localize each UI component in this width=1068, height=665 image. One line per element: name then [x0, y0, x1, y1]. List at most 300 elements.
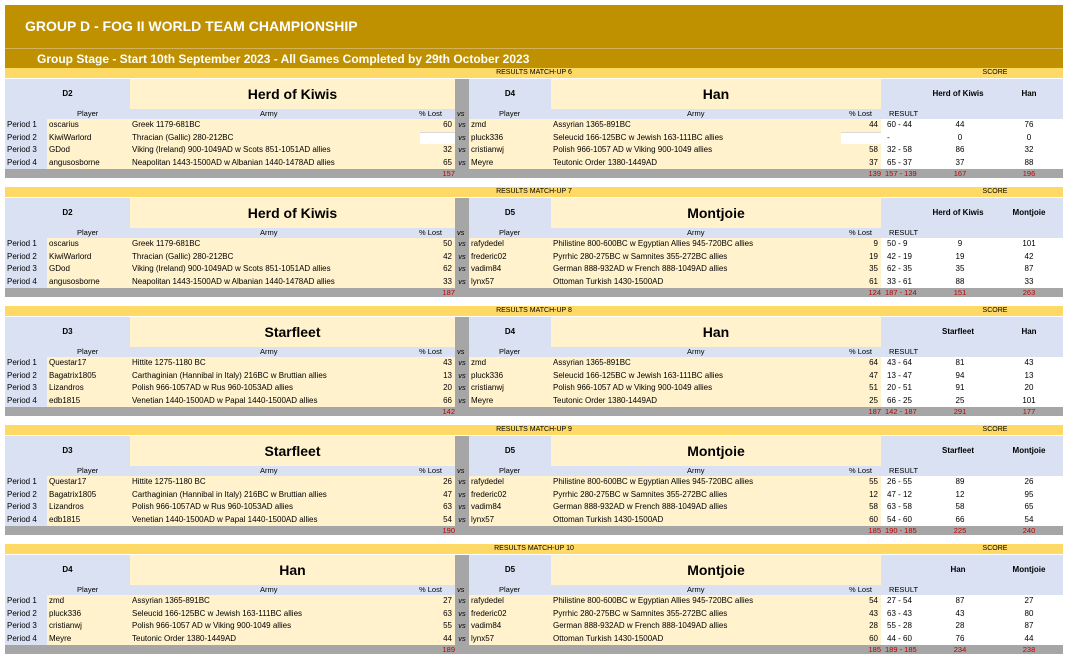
left-total: 190: [442, 526, 455, 535]
total-score-left: 291: [953, 407, 967, 416]
army-header: Army: [260, 109, 278, 118]
left-lost: 13: [420, 370, 455, 384]
table-row: [5, 357, 1063, 370]
right-lost: 60: [841, 514, 881, 528]
right-army: Seleucid 166-125BC w Jewish 163-111BC allies: [551, 370, 841, 384]
result-header: [881, 228, 1063, 238]
totals-row: [5, 407, 1063, 416]
right-division: D5: [469, 198, 551, 228]
score-right: 43: [995, 357, 1063, 371]
left-lost: 43: [420, 357, 455, 371]
score-right: 42: [995, 251, 1063, 265]
player-header: Player: [499, 109, 521, 118]
left-army: Carthaginian (Hannibal in Italy) 216BC w Bruttian allies: [130, 370, 420, 384]
matchup-block: [5, 544, 1063, 662]
right-lost: [841, 132, 881, 133]
left-player: angusosborne: [47, 157, 130, 171]
table-row: [5, 370, 1063, 383]
right-lost: 28: [841, 620, 881, 634]
left-lost: 66: [420, 395, 455, 409]
right-player: vadim84: [469, 501, 551, 515]
left-lost: 44: [420, 633, 455, 647]
lost-header: % Lost: [849, 109, 872, 118]
right-total: 185: [868, 526, 881, 535]
player-header: Player: [77, 109, 99, 118]
score-label: SCORE: [982, 69, 1008, 76]
table-row: [5, 595, 1063, 608]
matchup-title: RESULTS MATCH-UP 6: [496, 69, 572, 76]
period-result: 62 - 35: [881, 263, 925, 277]
left-lost: 65: [420, 157, 455, 171]
left-player: KiwiWarlord: [47, 132, 130, 146]
score-label: SCORE: [982, 545, 1008, 552]
matchup-title: RESULTS MATCH-UP 10: [494, 545, 574, 552]
left-player: Lizandros: [47, 501, 130, 515]
table-row: [5, 119, 1063, 132]
page-title: GROUP D - FOG II WORLD TEAM CHAMPIONSHIP: [5, 5, 1063, 48]
score-left: 9: [925, 238, 995, 252]
left-team-name: Herd of Kiwis: [130, 79, 455, 109]
left-lost: 47: [420, 489, 455, 503]
period-result: 42 - 19: [881, 251, 925, 265]
left-division: D2: [5, 198, 130, 228]
left-army: Polish 966-1057 AD w Viking 900-1049 allies: [130, 620, 420, 634]
score-right: 88: [995, 157, 1063, 171]
period-result: 33 - 61: [881, 276, 925, 290]
right-army: German 888-932AD w French 888-1049AD allies: [551, 620, 841, 634]
total-result: 142 - 187: [885, 407, 917, 416]
score-left: 0: [925, 132, 995, 146]
left-army: Thracian (Gallic) 280-212BC: [130, 251, 420, 265]
left-lost: 26: [420, 476, 455, 490]
right-division: D4: [469, 79, 551, 109]
period-result: 65 - 37: [881, 157, 925, 171]
vs-label: vs: [458, 621, 466, 630]
period-result: 47 - 12: [881, 489, 925, 503]
vs-label: vs: [458, 358, 466, 367]
army-header: Army: [687, 466, 705, 475]
total-score-left: 234: [953, 645, 967, 654]
right-army: Philistine 800-600BC w Egyptian Allies 945-720BC allies: [551, 476, 841, 490]
left-column-headers: [5, 347, 455, 357]
total-score-right: 196: [1022, 169, 1036, 178]
result-header: [881, 109, 1063, 119]
left-player: Questar17: [47, 476, 130, 490]
totals-row: [5, 169, 1063, 178]
lost-header: % Lost: [849, 466, 872, 475]
period-result: 66 - 25: [881, 395, 925, 409]
left-lost: 20: [420, 382, 455, 396]
total-result: 190 - 185: [885, 526, 917, 535]
result-label: RESULT: [889, 347, 919, 356]
left-army: Carthaginian (Hannibal in Italy) 216BC w Bruttian allies: [130, 489, 420, 503]
player-header: Player: [499, 228, 521, 237]
left-army: Neapolitan 1443-1500AD w Albanian 1440-1478AD allies: [130, 157, 420, 171]
left-player: GDod: [47, 263, 130, 277]
period-label: Period 4: [5, 276, 47, 289]
left-player: cristianwj: [47, 620, 130, 634]
right-army: Ottoman Turkish 1430-1500AD: [551, 276, 841, 290]
table-row: [5, 608, 1063, 621]
table-row: [5, 514, 1063, 527]
score-right: 27: [995, 595, 1063, 609]
right-player: Meyre: [469, 395, 551, 409]
vs-label: vs: [458, 489, 466, 499]
right-lost: 19: [841, 251, 881, 265]
score-left: 94: [925, 370, 995, 384]
table-row: [5, 144, 1063, 157]
vs-header: [455, 228, 469, 238]
right-division: D5: [469, 436, 551, 466]
period-result: 20 - 51: [881, 382, 925, 396]
right-player: rafydedel: [469, 238, 551, 252]
score-header: [881, 79, 1063, 109]
left-lost: 33: [420, 276, 455, 290]
totals-row: [5, 645, 1063, 654]
period-label: Period 4: [5, 514, 47, 527]
vs-label: vs: [458, 239, 466, 248]
right-player: rafydedel: [469, 476, 551, 490]
score-right: 26: [995, 476, 1063, 490]
right-player: lynx57: [469, 633, 551, 647]
period-result: 50 - 9: [881, 238, 925, 252]
left-lost: 32: [420, 144, 455, 158]
right-player: zmd: [469, 119, 551, 133]
result-label: RESULT: [889, 466, 919, 475]
left-column-headers: [5, 466, 455, 476]
score-left: 86: [925, 144, 995, 158]
left-division: D3: [5, 317, 130, 347]
right-team-name: Han: [551, 317, 881, 347]
score-right-team: Montjoie: [1012, 208, 1046, 217]
left-player: edb1815: [47, 514, 130, 528]
left-army: Greek 1179-681BC: [130, 238, 420, 252]
left-army: Teutonic Order 1380-1449AD: [130, 633, 420, 647]
left-army: Viking (Ireland) 900-1049AD w Scots 851-1051AD allies: [130, 263, 420, 277]
left-army: Seleucid 166-125BC w Jewish 163-111BC allies: [130, 608, 420, 622]
table-row: [5, 263, 1063, 276]
score-header: [881, 198, 1063, 228]
lost-header: % Lost: [419, 466, 442, 475]
right-player: zmd: [469, 357, 551, 371]
right-player: rafydedel: [469, 595, 551, 609]
player-header: Player: [77, 347, 99, 356]
totals-row: [5, 526, 1063, 535]
right-lost: 37: [841, 157, 881, 171]
score-left: 12: [925, 489, 995, 503]
vs-label: vs: [457, 228, 465, 237]
left-lost: 63: [420, 608, 455, 622]
lost-header: % Lost: [849, 228, 872, 237]
left-player: KiwiWarlord: [47, 251, 130, 265]
right-total: 187: [868, 407, 881, 416]
score-left-team: Han: [950, 565, 966, 574]
right-army: Polish 966-1057 AD w Viking 900-1049 allies: [551, 144, 841, 158]
player-header: Player: [77, 228, 99, 237]
right-army: Pyrrhic 280-275BC w Samnites 355-272BC allies: [551, 489, 841, 503]
vs-label: vs: [457, 109, 465, 118]
left-lost: [420, 132, 455, 133]
score-left-team: Herd of Kiwis: [932, 89, 984, 98]
period-result: 54 - 60: [881, 514, 925, 528]
left-player: Lizandros: [47, 382, 130, 396]
right-player: frederic02: [469, 489, 551, 503]
right-total: 185: [868, 645, 881, 654]
right-team-name: Montjoie: [551, 436, 881, 466]
vs-label: vs: [458, 395, 466, 405]
period-label: Period 4: [5, 633, 47, 646]
vs-label: vs: [458, 132, 466, 142]
left-player: pluck336: [47, 608, 130, 622]
vs-label: vs: [458, 276, 466, 286]
table-row: [5, 238, 1063, 251]
left-army: Venetian 1440-1500AD w Papal 1440-1500AD allies: [130, 514, 420, 528]
right-division: D5: [469, 555, 551, 585]
period-label: Period 3: [5, 620, 47, 633]
right-player: lynx57: [469, 276, 551, 290]
left-army: Hittite 1275-1180 BC: [130, 476, 420, 490]
left-lost: 62: [420, 263, 455, 277]
period-label: Period 1: [5, 357, 47, 370]
vs-header: [455, 109, 469, 119]
lost-header: % Lost: [849, 347, 872, 356]
right-column-headers: [469, 228, 881, 238]
right-lost: 61: [841, 276, 881, 290]
left-player: zmd: [47, 595, 130, 609]
table-row: [5, 395, 1063, 408]
period-label: Period 1: [5, 238, 47, 251]
score-left: 88: [925, 276, 995, 290]
right-army: German 888-932AD w French 888-1049AD allies: [551, 501, 841, 515]
matchup-header: [5, 68, 1063, 78]
right-lost: 9: [841, 238, 881, 252]
left-army: Viking (Ireland) 900-1049AD w Scots 851-1051AD allies: [130, 144, 420, 158]
score-right-team: Montjoie: [1012, 565, 1046, 574]
score-right: 87: [995, 263, 1063, 277]
right-column-headers: [469, 466, 881, 476]
period-label: Period 3: [5, 144, 47, 157]
score-left: 87: [925, 595, 995, 609]
page-subtitle: Group Stage - Start 10th September 2023 - All Games Completed by 29th October 2023: [5, 48, 1063, 68]
right-team-name: Montjoie: [551, 198, 881, 228]
score-right: 54: [995, 514, 1063, 528]
period-label: Period 1: [5, 595, 47, 608]
left-total: 187: [442, 288, 455, 297]
score-right: 80: [995, 608, 1063, 622]
vs-header: [455, 466, 469, 476]
vs-label: vs: [457, 347, 465, 356]
period-label: Period 2: [5, 489, 47, 502]
score-right: 0: [995, 132, 1063, 146]
right-column-headers: [469, 347, 881, 357]
result-header: [881, 585, 1063, 595]
score-right: 13: [995, 370, 1063, 384]
left-army: Neapolitan 1443-1500AD w Albanian 1440-1478AD allies: [130, 276, 420, 290]
matchup-title: RESULTS MATCH-UP 7: [496, 188, 572, 195]
table-row: [5, 476, 1063, 489]
vs-label: vs: [458, 157, 466, 167]
period-label: Period 2: [5, 251, 47, 264]
right-team-name: Han: [551, 79, 881, 109]
player-header: Player: [77, 466, 99, 475]
total-score-right: 177: [1022, 407, 1036, 416]
right-lost: 60: [841, 633, 881, 647]
matchup-header: [5, 306, 1063, 316]
score-label: SCORE: [982, 426, 1008, 433]
right-lost: 55: [841, 476, 881, 490]
score-left: 44: [925, 119, 995, 133]
score-right: 33: [995, 276, 1063, 290]
score-left: 58: [925, 501, 995, 515]
score-label: SCORE: [982, 188, 1008, 195]
matchup-header: [5, 425, 1063, 435]
left-player: oscarius: [47, 119, 130, 133]
vs-label: vs: [457, 585, 465, 594]
right-army: Ottoman Turkish 1430-1500AD: [551, 514, 841, 528]
score-right: 101: [995, 238, 1063, 252]
matchup-header: [5, 187, 1063, 197]
matchup-header: [5, 544, 1063, 554]
score-left: 76: [925, 633, 995, 647]
left-column-headers: [5, 585, 455, 595]
right-lost: 51: [841, 382, 881, 396]
right-player: Meyre: [469, 157, 551, 171]
army-header: Army: [687, 228, 705, 237]
right-lost: 12: [841, 489, 881, 503]
period-label: Period 2: [5, 132, 47, 145]
period-label: Period 4: [5, 395, 47, 408]
score-header: [881, 555, 1063, 585]
left-lost: 42: [420, 251, 455, 265]
score-left: 89: [925, 476, 995, 490]
period-result: -: [881, 132, 925, 146]
table-row: [5, 132, 1063, 145]
army-header: Army: [687, 585, 705, 594]
score-right: 101: [995, 395, 1063, 409]
right-army: Assyrian 1365-891BC: [551, 357, 841, 371]
score-left: 37: [925, 157, 995, 171]
total-score-right: 238: [1022, 645, 1036, 654]
table-row: [5, 620, 1063, 633]
right-player: pluck336: [469, 132, 551, 146]
army-header: Army: [260, 585, 278, 594]
vs-label: vs: [458, 514, 466, 524]
period-result: 43 - 64: [881, 357, 925, 371]
matchup-title: RESULTS MATCH-UP 8: [496, 307, 572, 314]
matchup-block: [5, 425, 1063, 543]
score-left: 28: [925, 620, 995, 634]
left-player: Bagatrix1805: [47, 370, 130, 384]
score-right: 44: [995, 633, 1063, 647]
total-result: 157 - 139: [885, 169, 917, 178]
right-army: Ottoman Turkish 1430-1500AD: [551, 633, 841, 647]
left-lost: 54: [420, 514, 455, 528]
lost-header: % Lost: [419, 347, 442, 356]
total-score-right: 263: [1022, 288, 1036, 297]
score-right: 76: [995, 119, 1063, 133]
lost-header: % Lost: [419, 585, 442, 594]
vs-label: vs: [458, 633, 466, 643]
army-header: Army: [260, 466, 278, 475]
right-lost: 35: [841, 263, 881, 277]
period-result: 44 - 60: [881, 633, 925, 647]
left-lost: 63: [420, 501, 455, 515]
total-score-right: 240: [1022, 526, 1036, 535]
right-army: Teutonic Order 1380-1449AD: [551, 157, 841, 171]
left-player: Questar17: [47, 357, 130, 371]
vs-label: vs: [458, 145, 466, 154]
score-left: 43: [925, 608, 995, 622]
score-right-team: Montjoie: [1012, 446, 1046, 455]
right-division: D4: [469, 317, 551, 347]
matchup-block: [5, 68, 1063, 186]
left-player: angusosborne: [47, 276, 130, 290]
vs-label: vs: [457, 466, 465, 475]
left-team-name: Starfleet: [130, 436, 455, 466]
left-player: Meyre: [47, 633, 130, 647]
right-player: vadim84: [469, 263, 551, 277]
right-army: Polish 966-1057 AD w Viking 900-1049 allies: [551, 382, 841, 396]
left-army: Hittite 1275-1180 BC: [130, 357, 420, 371]
right-lost: 25: [841, 395, 881, 409]
left-total: 157: [442, 169, 455, 178]
result-label: RESULT: [889, 228, 919, 237]
vs-label: vs: [458, 477, 466, 486]
left-lost: 55: [420, 620, 455, 634]
score-left: 25: [925, 395, 995, 409]
total-result: 187 - 124: [885, 288, 917, 297]
score-left-team: Herd of Kiwis: [932, 208, 984, 217]
vs-label: vs: [458, 596, 466, 605]
right-player: cristianwj: [469, 144, 551, 158]
left-lost: 60: [420, 119, 455, 133]
matchup-block: [5, 187, 1063, 305]
right-army: German 888-932AD w French 888-1049AD allies: [551, 263, 841, 277]
right-lost: 58: [841, 144, 881, 158]
period-result: 32 - 58: [881, 144, 925, 158]
period-label: Period 1: [5, 119, 47, 132]
right-army: Teutonic Order 1380-1449AD: [551, 395, 841, 409]
left-army: Polish 966-1057AD w Rus 960-1053AD allies: [130, 382, 420, 396]
left-division: D4: [5, 555, 130, 585]
player-header: Player: [499, 585, 521, 594]
left-army: Greek 1179-681BC: [130, 119, 420, 133]
right-column-headers: [469, 109, 881, 119]
score-left: 91: [925, 382, 995, 396]
right-team-name: Montjoie: [551, 555, 881, 585]
vs-label: vs: [458, 370, 466, 380]
left-player: edb1815: [47, 395, 130, 409]
period-label: Period 2: [5, 370, 47, 383]
left-army: Assyrian 1365-891BC: [130, 595, 420, 609]
left-column-headers: [5, 109, 455, 119]
right-total: 139: [868, 169, 881, 178]
player-header: Player: [77, 585, 99, 594]
score-left: 81: [925, 357, 995, 371]
right-lost: 47: [841, 370, 881, 384]
right-lost: 58: [841, 501, 881, 515]
score-right-team: Han: [1021, 327, 1037, 336]
score-right: 20: [995, 382, 1063, 396]
right-player: lynx57: [469, 514, 551, 528]
vs-label: vs: [458, 264, 466, 273]
left-army: Venetian 1440-1500AD w Papal 1440-1500AD allies: [130, 395, 420, 409]
vs-label: vs: [458, 608, 466, 618]
result-header: [881, 466, 1063, 476]
total-score-left: 151: [953, 288, 967, 297]
right-army: Philistine 800-600BC w Egyptian Allies 945-720BC allies: [551, 595, 841, 609]
right-player: pluck336: [469, 370, 551, 384]
